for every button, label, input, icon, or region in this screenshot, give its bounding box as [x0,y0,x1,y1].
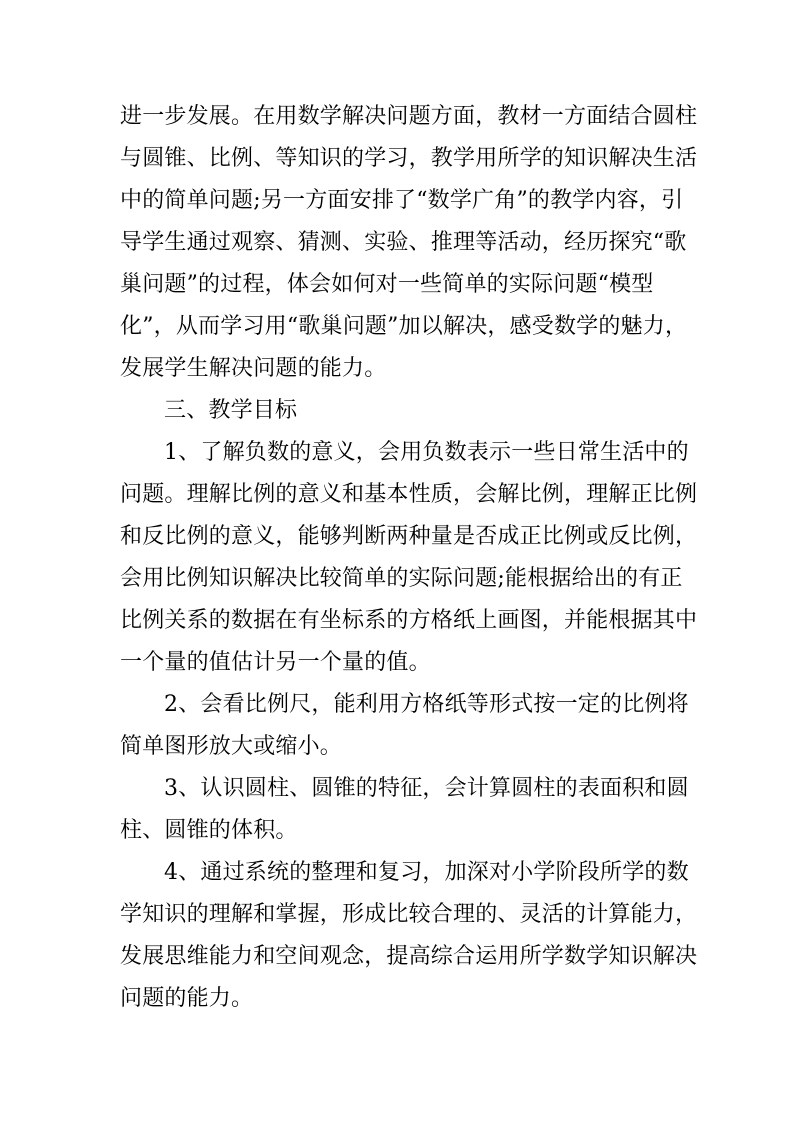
objective-2-line-1: 2、会看比例尺，能利用方格纸等形式按一定的比例将 [164,692,689,717]
text-line-1: 进一步发展。在用数学解决问题方面，教材一方面结合圆柱 [120,104,698,129]
objective-1-line-6: 一个量的值估计另一个量的值。 [120,650,431,675]
objective-4-line-4: 问题的能力。 [120,986,254,1011]
objective-3-line-1: 3、认识圆柱、圆锥的特征，会计算圆柱的表面积和圆 [164,776,689,801]
objective-1-line-5: 比例关系的数据在有坐标系的方格纸上画图，并能根据其中 [120,608,698,633]
text-line-7: 发展学生解决问题的能力。 [120,356,387,381]
objective-1-line-4: 会用比例知识解决比较简单的实际问题;能根据给出的有正 [120,566,683,591]
text-line-6: 化”，从而学习用“歌巢问题”加以解决，感受数学的魅力， [120,314,688,339]
objective-4-line-1: 4、通过系统的整理和复习，加深对小学阶段所学的数 [164,860,689,885]
objective-4-line-3: 发展思维能力和空间观念，提高综合运用所学数学知识解决 [120,944,698,969]
text-line-4: 导学生通过观察、猜测、实验、推理等活动，经历探究“歌 [120,230,687,255]
text-line-5: 巢问题”的过程，体会如何对一些简单的实际问题“模型 [120,272,654,297]
objective-1-line-1: 1、了解负数的意义，会用负数表示一些日常生活中的 [164,440,689,465]
objective-1-line-2: 问题。理解比例的意义和基本性质，会解比例，理解正比例 [120,482,698,507]
objective-2-line-2: 简单图形放大或缩小。 [120,734,343,759]
objective-4-line-2: 学知识的理解和掌握，形成比较合理的、灵活的计算能力， [120,902,698,927]
text-line-3: 中的简单问题;另一方面安排了“数学广角”的教学内容，引 [120,188,684,213]
objective-1-line-3: 和反比例的意义，能够判断两种量是否成正比例或反比例， [120,524,698,549]
section-heading: 三、教学目标 [164,398,298,423]
document-body [120,96,698,1020]
objective-3-line-2: 柱、圆锥的体积。 [120,818,298,843]
text-line-2: 与圆锥、比例、等知识的学习，教学用所学的知识解决生活 [120,146,698,171]
